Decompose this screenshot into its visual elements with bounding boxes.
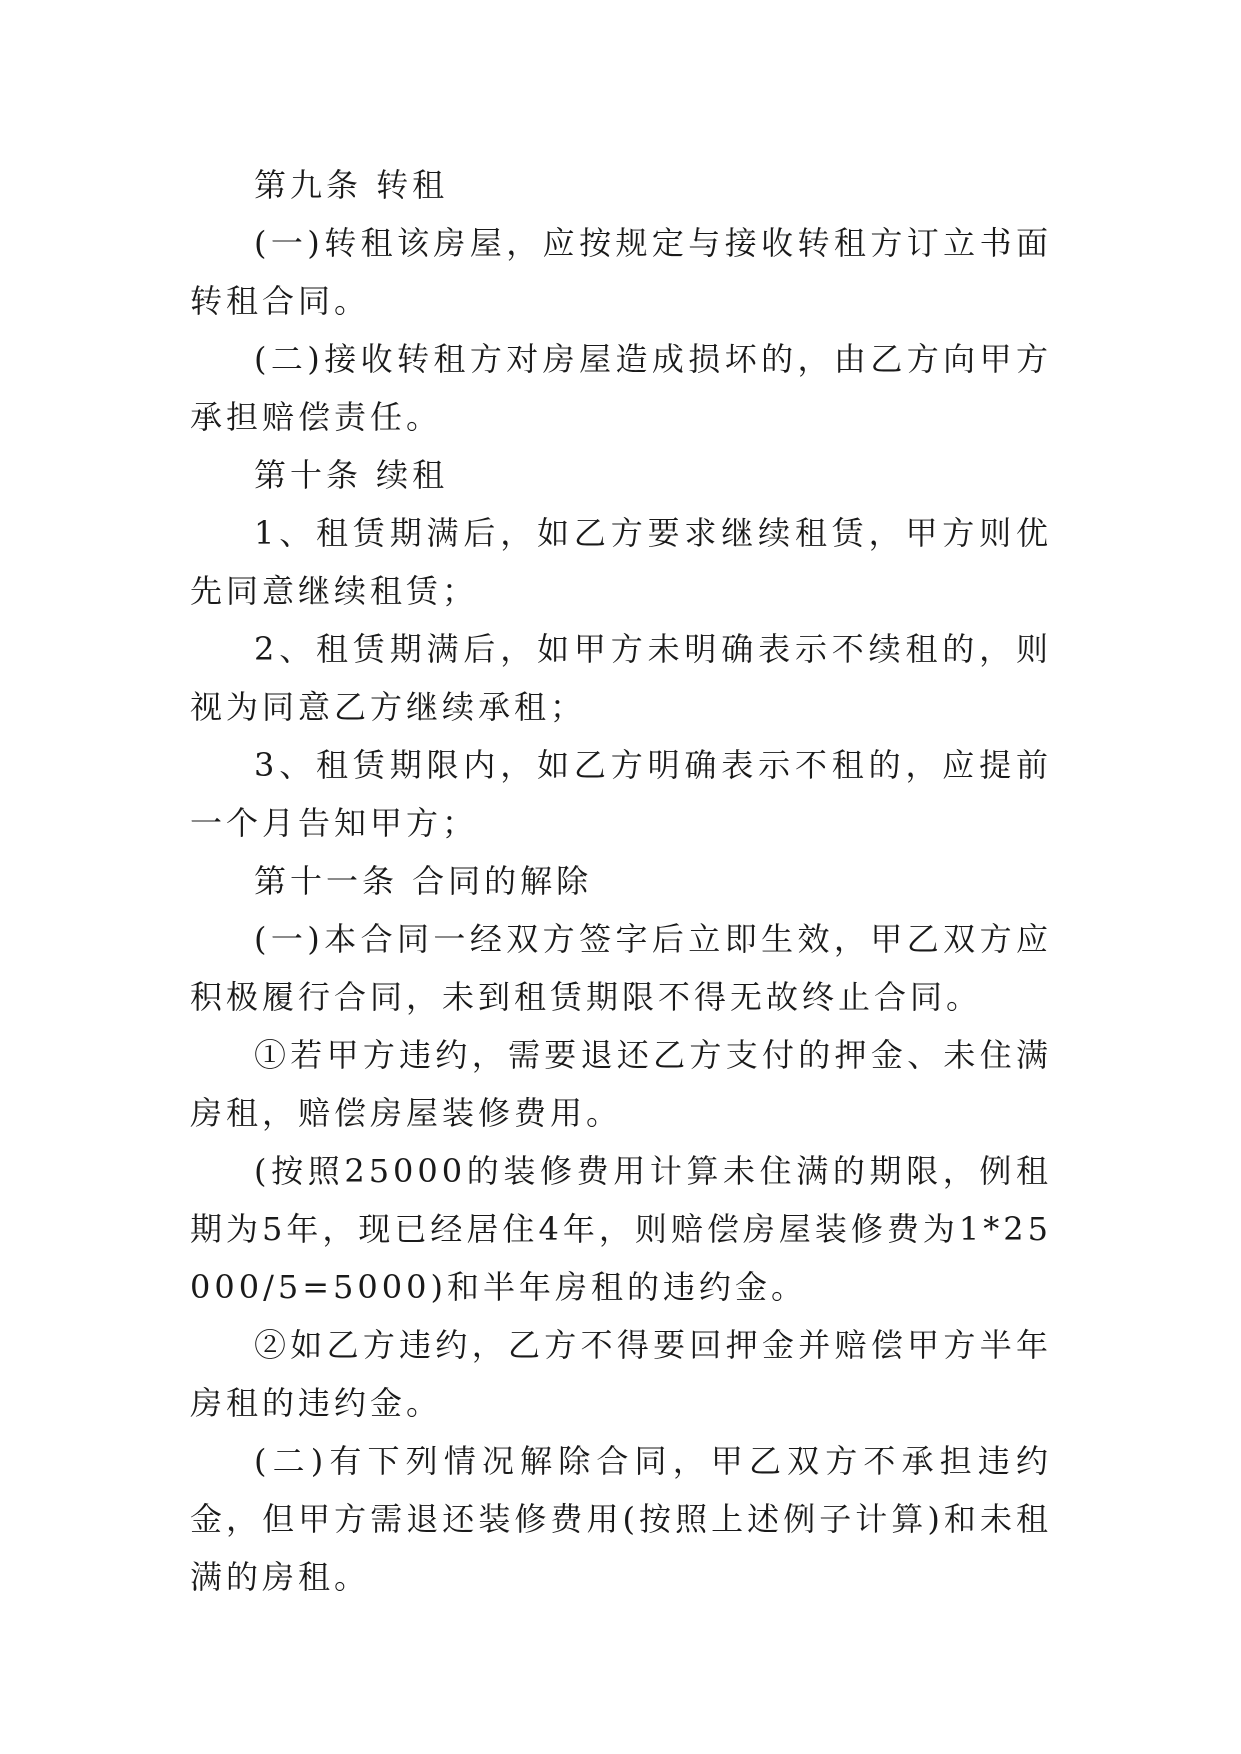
article-9-heading: 第九条 转租 (254, 166, 449, 204)
article-11-heading: 第十一条 合同的解除 (254, 862, 593, 900)
article-10-heading: 第十条 续租 (254, 456, 449, 494)
article-11-item-1-note: (按照25000的装修费用计算未住满的期限，例租期为5年，现已经居住4年，则赔偿房屋装修费为1*25000/5=5000)和半年房租的违约金。 (190, 1152, 1052, 1306)
article-9-clause-2: (二)接收转租方对房屋造成损坏的，由乙方向甲方承担赔偿责任。 (190, 340, 1052, 436)
article-10-clause-1: 1、租赁期满后，如乙方要求继续租赁，甲方则优先同意继续租赁； (190, 514, 1052, 610)
article-11-item-2: ②如乙方违约，乙方不得要回押金并赔偿甲方半年房租的违约金。 (190, 1326, 1052, 1422)
article-11-clause-2: (二)有下列情况解除合同，甲乙双方不承担违约金，但甲方需退还装修费用(按照上述例子计算)和未租满的房租。 (190, 1442, 1052, 1596)
article-10-clause-2: 2、租赁期满后，如甲方未明确表示不续租的，则视为同意乙方继续承租； (190, 630, 1052, 726)
article-9-clause-1: (一)转租该房屋，应按规定与接收转租方订立书面转租合同。 (190, 224, 1052, 320)
document-body (190, 156, 1052, 1606)
article-11-clause-1: (一)本合同一经双方签字后立即生效，甲乙双方应积极履行合同，未到租赁期限不得无故终止合同。 (190, 920, 1052, 1016)
article-10-clause-3: 3、租赁期限内，如乙方明确表示不租的，应提前一个月告知甲方； (190, 746, 1052, 842)
article-11-item-1: ①若甲方违约，需要退还乙方支付的押金、未住满房租，赔偿房屋装修费用。 (190, 1036, 1052, 1132)
